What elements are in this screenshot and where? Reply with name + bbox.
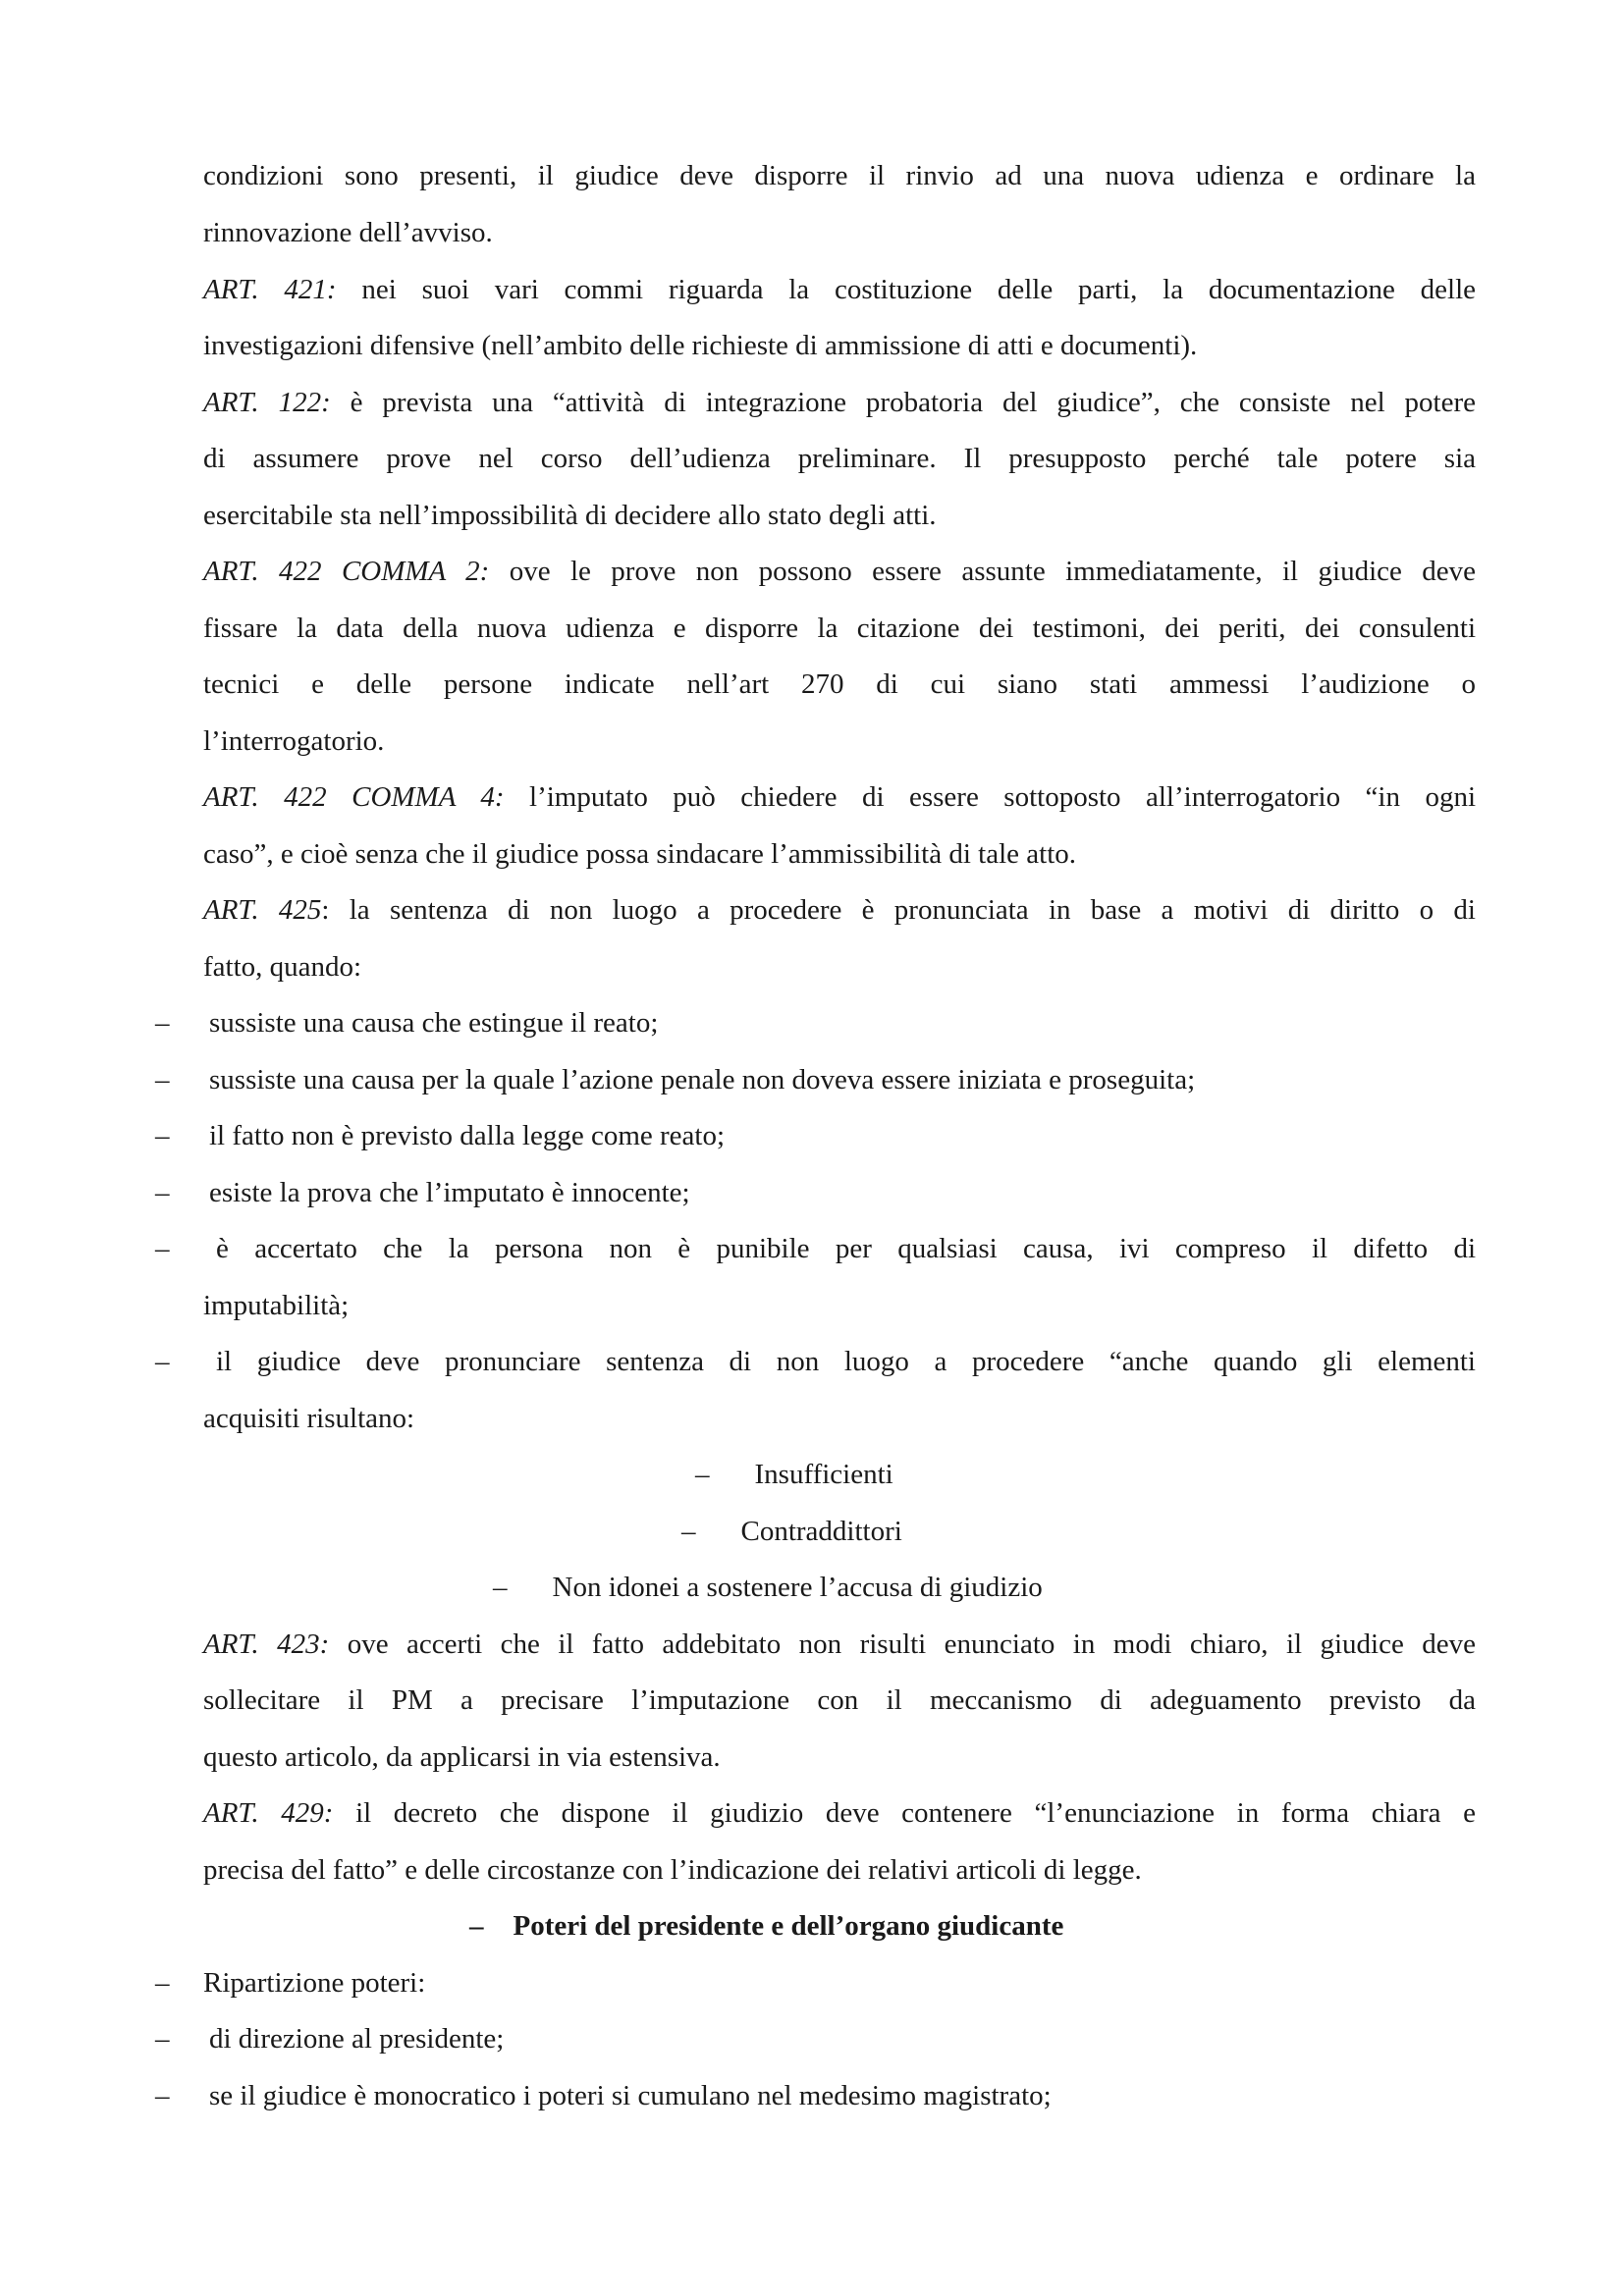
text: l’imputato può chiedere di essere sottoposto all’interrogatorio “in ogni <box>529 781 1477 813</box>
text: fissare la data della nuova udienza e disporre la citazione dei testimoni, dei periti, dei consulenti <box>203 613 1476 644</box>
article-422-4-line <box>203 779 1476 815</box>
article-423-line <box>203 1627 1476 1662</box>
list-item <box>209 1118 725 1153</box>
text: Ripartizione poteri: <box>203 1967 426 1999</box>
text: rinnovazione dell’avviso. <box>203 217 493 248</box>
paragraph-line <box>203 498 937 533</box>
colon: : <box>321 894 330 926</box>
list-item <box>209 2078 1052 2113</box>
list-item-continuation <box>203 1401 414 1436</box>
paragraph-line <box>203 1739 721 1775</box>
bullet-dash: – <box>695 1459 710 1490</box>
paragraph-line <box>203 1682 1476 1718</box>
text: Contraddittori <box>740 1516 902 1547</box>
text: Insufficienti <box>754 1459 893 1490</box>
article-label: ART. 422 COMMA 2: <box>203 556 490 587</box>
bullet-dash: – <box>155 1177 170 1208</box>
text: caso”, e cioè senza che il giudice possa sindacare l’ammissibilità di tale atto. <box>203 838 1077 870</box>
text: imputabilità; <box>203 1290 350 1321</box>
list-item <box>203 1965 425 2001</box>
text: tecnici e delle persone indicate nell’art 270 di cui siano stati ammessi l’audizione o <box>203 668 1476 700</box>
sub-list-item <box>681 1514 902 1549</box>
paragraph-line <box>203 158 1476 193</box>
bullet-dash: – <box>155 2023 170 2055</box>
text: fatto, quando: <box>203 951 362 983</box>
text: ove accerti che il fatto addebitato non risulti enunciato in modi chiaro, il giudice deve <box>347 1629 1477 1660</box>
bullet-dash: – <box>155 2080 170 2111</box>
text: sollecitare il PM a precisare l’imputazione con il meccanismo di adeguamento previsto da <box>203 1684 1476 1716</box>
text: Non idonei a sostenere l’accusa di giudizio <box>552 1572 1043 1603</box>
list-item <box>216 1344 1476 1379</box>
bullet-dash: – <box>155 1007 170 1039</box>
list-item <box>209 1005 658 1041</box>
text: se il giudice è monocratico i poteri si cumulano nel medesimo magistrato; <box>209 2080 1052 2111</box>
paragraph-line <box>203 441 1476 476</box>
list-item <box>216 1231 1476 1266</box>
article-429-line <box>203 1795 1476 1831</box>
text: esercitabile sta nell’impossibilità di decidere allo stato degli atti. <box>203 500 937 531</box>
text: il decreto che dispone il giudizio deve contenere “l’enunciazione in forma chiara e <box>355 1797 1477 1829</box>
paragraph-line <box>203 611 1476 646</box>
text: di direzione al presidente; <box>209 2023 505 2055</box>
section-heading <box>469 1908 1063 1944</box>
sub-list-item <box>695 1457 893 1492</box>
bullet-dash: – <box>469 1910 484 1942</box>
paragraph-line <box>203 667 1476 702</box>
article-label: ART. 425 <box>203 894 322 926</box>
text: acquisiti risultano: <box>203 1403 415 1434</box>
text: il giudice deve pronunciare sentenza di non luogo a procedere “anche quando gli elementi <box>216 1346 1476 1377</box>
list-item-continuation <box>203 1288 349 1323</box>
bullet-dash: – <box>155 1233 170 1264</box>
bullet-dash: – <box>155 1346 170 1377</box>
bullet-dash: – <box>155 1120 170 1151</box>
article-label: ART. 421: <box>203 274 337 305</box>
bullet-dash: – <box>493 1572 508 1603</box>
paragraph-line <box>203 328 1197 363</box>
bullet-dash: – <box>681 1516 696 1547</box>
heading-text: Poteri del presidente e dell’organo giudicante <box>513 1910 1064 1942</box>
text: la sentenza di non luogo a procedere è pronunciata in base a motivi di diritto o di <box>349 894 1476 926</box>
paragraph-line <box>203 1852 1142 1888</box>
article-422-2-line <box>203 554 1476 589</box>
article-122-line <box>203 385 1476 420</box>
text: l’interrogatorio. <box>203 725 385 757</box>
article-label: ART. 423: <box>203 1629 330 1660</box>
paragraph-line <box>203 723 384 759</box>
list-item <box>209 1062 1195 1097</box>
list-item <box>209 2021 504 2056</box>
article-425-line <box>203 892 1476 928</box>
paragraph-line <box>203 215 493 250</box>
text: sussiste una causa per la quale l’azione penale non doveva essere iniziata e proseguita; <box>209 1064 1196 1095</box>
article-421-line <box>203 272 1476 307</box>
text: di assumere prove nel corso dell’udienza preliminare. Il presupposto perché tale potere sia <box>203 443 1476 474</box>
bullet-dash: – <box>155 1064 170 1095</box>
sub-list-item <box>493 1570 1043 1605</box>
text: sussiste una causa che estingue il reato; <box>209 1007 659 1039</box>
list-item <box>209 1175 690 1210</box>
text: è prevista una “attività di integrazione probatoria del giudice”, che consiste nel potere <box>350 387 1477 418</box>
paragraph-line <box>203 836 1076 872</box>
text: nei suoi vari commi riguarda la costituzione delle parti, la documentazione delle <box>361 274 1477 305</box>
bullet-dash: – <box>155 1967 170 1999</box>
text: esiste la prova che l’imputato è innocente; <box>209 1177 690 1208</box>
article-label: ART. 429: <box>203 1797 334 1829</box>
text: investigazioni difensive (nell’ambito delle richieste di ammissione di atti e documenti). <box>203 330 1198 361</box>
text: è accertato che la persona non è punibile per qualsiasi causa, ivi compreso il difetto di <box>216 1233 1476 1264</box>
text: questo articolo, da applicarsi in via estensiva. <box>203 1741 721 1773</box>
article-label: ART. 422 COMMA 4: <box>203 781 505 813</box>
paragraph-line <box>203 949 361 985</box>
text: ove le prove non possono essere assunte immediatamente, il giudice deve <box>509 556 1477 587</box>
text: precisa del fatto” e delle circostanze con l’indicazione dei relativi articoli di legge. <box>203 1854 1142 1886</box>
text: condizioni sono presenti, il giudice deve disporre il rinvio ad una nuova udienza e ordinare la <box>203 160 1476 191</box>
article-label: ART. 122: <box>203 387 331 418</box>
text: il fatto non è previsto dalla legge come reato; <box>209 1120 726 1151</box>
